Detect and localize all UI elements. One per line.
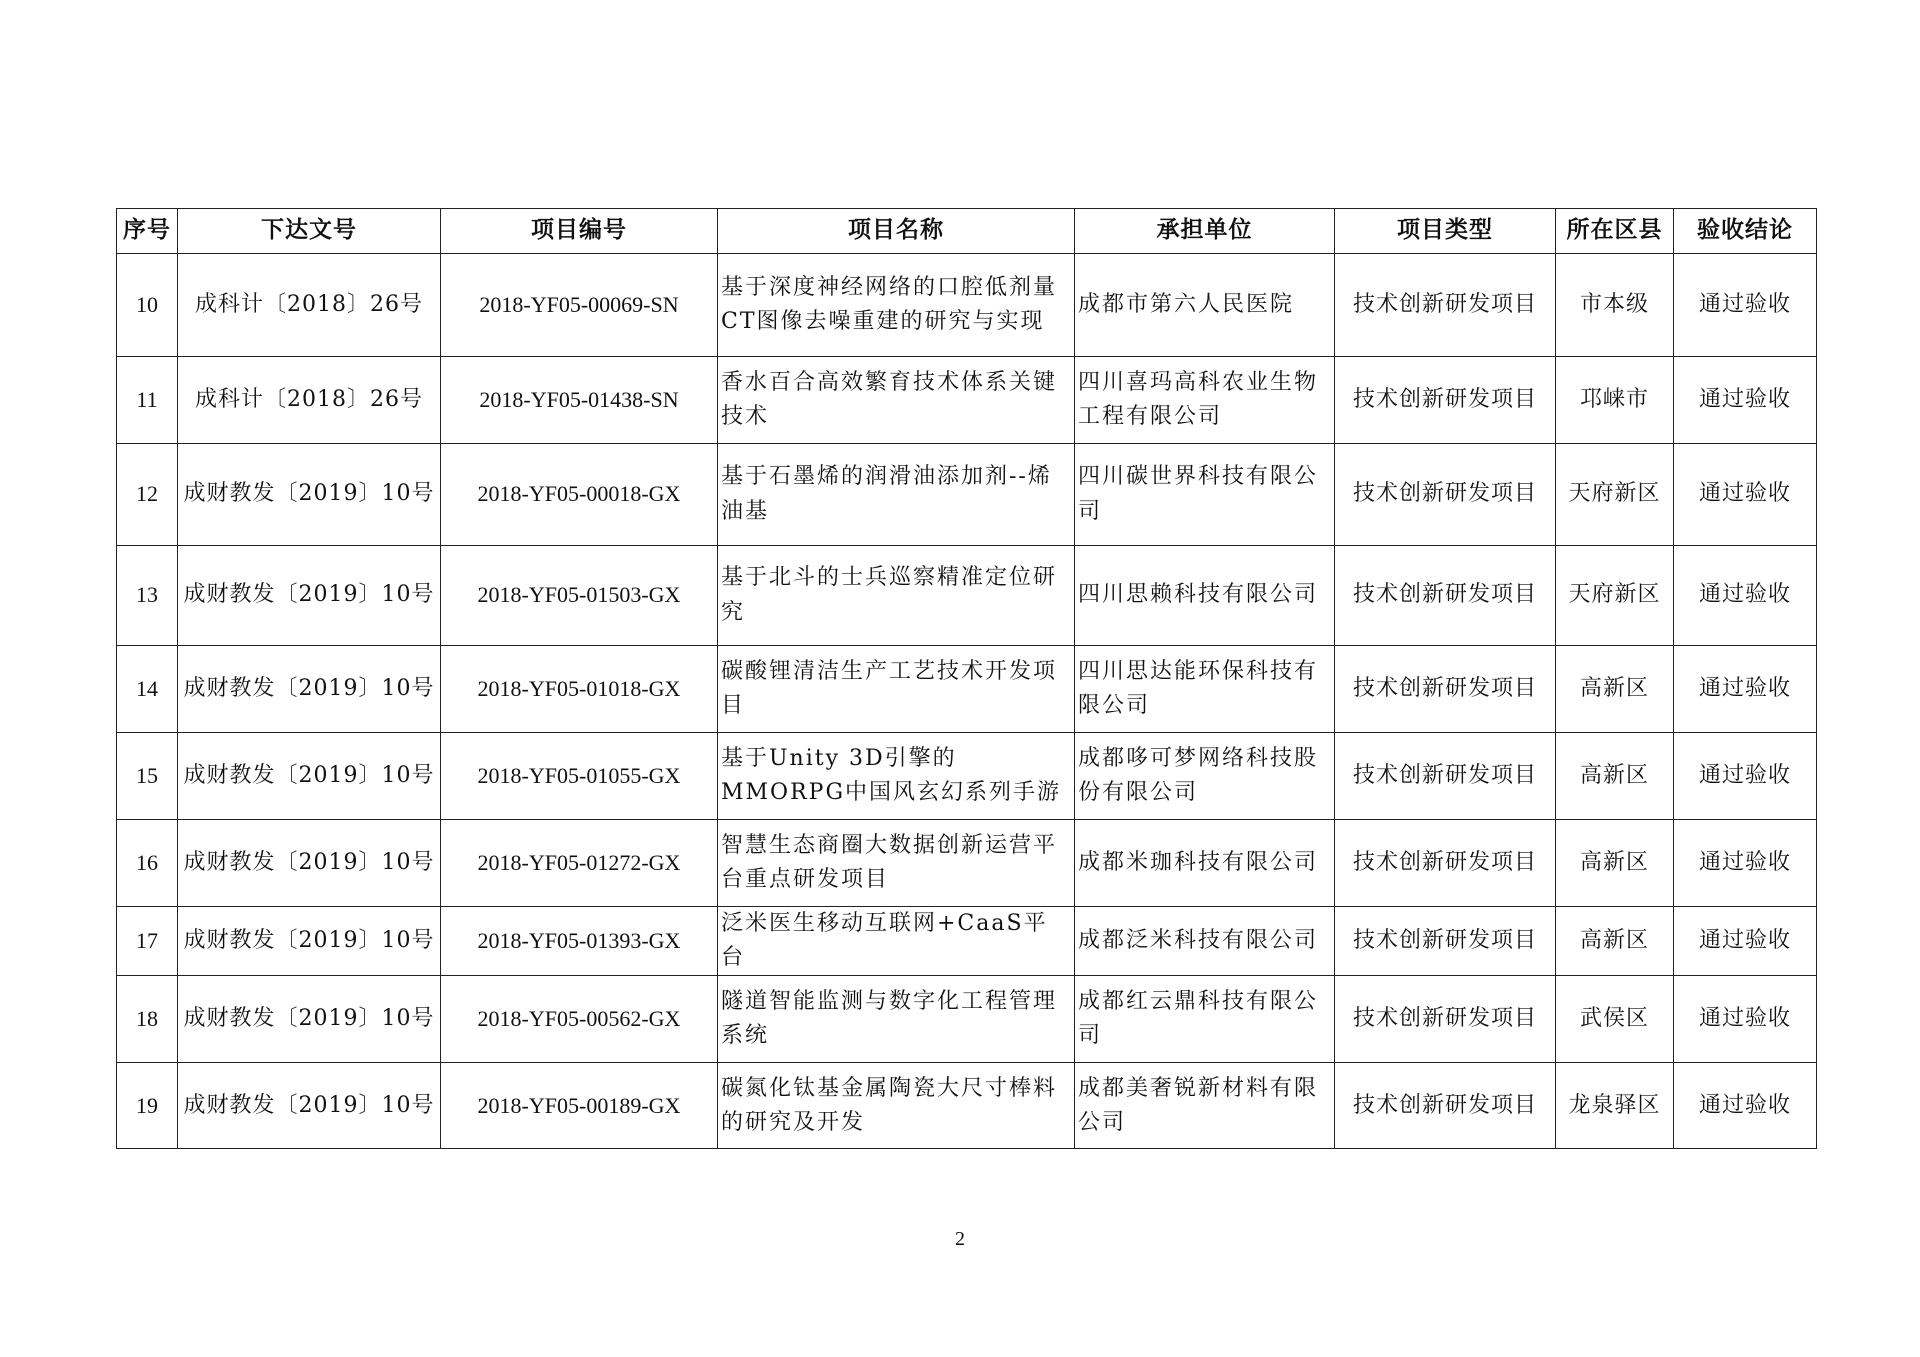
row-project-type: 技术创新研发项目 xyxy=(1335,976,1556,1063)
row-district: 邛崃市 xyxy=(1556,357,1674,444)
row-project-type: 技术创新研发项目 xyxy=(1335,820,1556,907)
row-project-type: 技术创新研发项目 xyxy=(1335,1063,1556,1149)
table-row xyxy=(117,733,1817,820)
row-project-type: 技术创新研发项目 xyxy=(1335,357,1556,444)
row-doc-no: 成财教发〔2019〕10号 xyxy=(178,444,441,546)
row-unit: 成都泛米科技有限公司 xyxy=(1075,907,1335,976)
row-project-no: 2018-YF05-01055-GX xyxy=(441,733,718,820)
table-row xyxy=(117,357,1817,444)
table-row xyxy=(117,444,1817,546)
header-district: 所在区县 xyxy=(1556,209,1674,254)
row-unit: 成都市第六人民医院 xyxy=(1075,254,1335,357)
row-doc-no: 成财教发〔2019〕10号 xyxy=(178,646,441,733)
row-project-type: 技术创新研发项目 xyxy=(1335,907,1556,976)
row-district: 天府新区 xyxy=(1556,444,1674,546)
row-result: 通过验收 xyxy=(1674,733,1817,820)
row-project-no: 2018-YF05-00562-GX xyxy=(441,976,718,1063)
row-result: 通过验收 xyxy=(1674,646,1817,733)
row-project-name: 基于Unity 3D引擎的MMORPG中国风玄幻系列手游 xyxy=(718,733,1075,820)
header-result: 验收结论 xyxy=(1674,209,1817,254)
row-seq: 17 xyxy=(117,907,178,976)
row-seq: 12 xyxy=(117,444,178,546)
row-district: 龙泉驿区 xyxy=(1556,1063,1674,1149)
row-district: 天府新区 xyxy=(1556,546,1674,646)
row-unit: 四川思达能环保科技有限公司 xyxy=(1075,646,1335,733)
row-district: 武侯区 xyxy=(1556,976,1674,1063)
header-project-no: 项目编号 xyxy=(441,209,718,254)
table-header-row xyxy=(117,209,1817,254)
row-result: 通过验收 xyxy=(1674,976,1817,1063)
row-project-name: 智慧生态商圈大数据创新运营平台重点研发项目 xyxy=(718,820,1075,907)
row-doc-no: 成科计〔2018〕26号 xyxy=(178,254,441,357)
row-project-type: 技术创新研发项目 xyxy=(1335,733,1556,820)
row-project-no: 2018-YF05-01272-GX xyxy=(441,820,718,907)
row-project-no: 2018-YF05-00069-SN xyxy=(441,254,718,357)
row-seq: 16 xyxy=(117,820,178,907)
row-doc-no: 成财教发〔2019〕10号 xyxy=(178,976,441,1063)
row-seq: 10 xyxy=(117,254,178,357)
row-project-name: 隧道智能监测与数字化工程管理系统 xyxy=(718,976,1075,1063)
row-seq: 18 xyxy=(117,976,178,1063)
row-result: 通过验收 xyxy=(1674,1063,1817,1149)
table-row xyxy=(117,546,1817,646)
row-district: 高新区 xyxy=(1556,733,1674,820)
row-unit: 四川碳世界科技有限公司 xyxy=(1075,444,1335,546)
row-doc-no: 成科计〔2018〕26号 xyxy=(178,357,441,444)
row-project-no: 2018-YF05-00189-GX xyxy=(441,1063,718,1149)
header-seq: 序号 xyxy=(117,209,178,254)
row-unit: 四川思赖科技有限公司 xyxy=(1075,546,1335,646)
row-result: 通过验收 xyxy=(1674,820,1817,907)
row-doc-no: 成财教发〔2019〕10号 xyxy=(178,733,441,820)
row-project-name: 碳酸锂清洁生产工艺技术开发项目 xyxy=(718,646,1075,733)
row-doc-no: 成财教发〔2019〕10号 xyxy=(178,1063,441,1149)
header-unit: 承担单位 xyxy=(1075,209,1335,254)
row-project-no: 2018-YF05-01018-GX xyxy=(441,646,718,733)
row-project-type: 技术创新研发项目 xyxy=(1335,646,1556,733)
row-district: 高新区 xyxy=(1556,907,1674,976)
row-project-type: 技术创新研发项目 xyxy=(1335,444,1556,546)
table-row xyxy=(117,820,1817,907)
table-row xyxy=(117,1063,1817,1149)
row-project-no: 2018-YF05-01503-GX xyxy=(441,546,718,646)
row-project-name: 基于北斗的士兵巡察精准定位研究 xyxy=(718,546,1075,646)
row-doc-no: 成财教发〔2019〕10号 xyxy=(178,907,441,976)
row-project-type: 技术创新研发项目 xyxy=(1335,254,1556,357)
table-row xyxy=(117,254,1817,357)
row-seq: 15 xyxy=(117,733,178,820)
row-project-type: 技术创新研发项目 xyxy=(1335,546,1556,646)
row-seq: 14 xyxy=(117,646,178,733)
row-project-name: 碳氮化钛基金属陶瓷大尺寸棒料的研究及开发 xyxy=(718,1063,1075,1149)
acceptance-table xyxy=(116,208,1817,1149)
row-district: 高新区 xyxy=(1556,646,1674,733)
row-project-name: 泛米医生移动互联网+CaaS平台 xyxy=(718,907,1075,976)
row-unit: 成都米珈科技有限公司 xyxy=(1075,820,1335,907)
row-project-no: 2018-YF05-00018-GX xyxy=(441,444,718,546)
row-unit: 成都哆可梦网络科技股份有限公司 xyxy=(1075,733,1335,820)
table-row xyxy=(117,907,1817,976)
row-project-no: 2018-YF05-01393-GX xyxy=(441,907,718,976)
row-result: 通过验收 xyxy=(1674,357,1817,444)
row-project-name: 基于石墨烯的润滑油添加剂--烯油基 xyxy=(718,444,1075,546)
row-seq: 11 xyxy=(117,357,178,444)
row-project-name: 基于深度神经网络的口腔低剂量CT图像去噪重建的研究与实现 xyxy=(718,254,1075,357)
row-seq: 13 xyxy=(117,546,178,646)
table-row xyxy=(117,976,1817,1063)
row-district: 高新区 xyxy=(1556,820,1674,907)
row-result: 通过验收 xyxy=(1674,444,1817,546)
page-number: 2 xyxy=(955,1228,965,1250)
table-row xyxy=(117,646,1817,733)
row-result: 通过验收 xyxy=(1674,546,1817,646)
header-project-name: 项目名称 xyxy=(718,209,1075,254)
row-unit: 成都红云鼎科技有限公司 xyxy=(1075,976,1335,1063)
row-project-name: 香水百合高效繁育技术体系关键技术 xyxy=(718,357,1075,444)
header-project-type: 项目类型 xyxy=(1335,209,1556,254)
row-district: 市本级 xyxy=(1556,254,1674,357)
row-doc-no: 成财教发〔2019〕10号 xyxy=(178,546,441,646)
row-seq: 19 xyxy=(117,1063,178,1149)
row-unit: 四川喜玛高科农业生物工程有限公司 xyxy=(1075,357,1335,444)
row-project-no: 2018-YF05-01438-SN xyxy=(441,357,718,444)
row-result: 通过验收 xyxy=(1674,254,1817,357)
row-unit: 成都美奢锐新材料有限公司 xyxy=(1075,1063,1335,1149)
header-doc-no: 下达文号 xyxy=(178,209,441,254)
row-doc-no: 成财教发〔2019〕10号 xyxy=(178,820,441,907)
row-result: 通过验收 xyxy=(1674,907,1817,976)
